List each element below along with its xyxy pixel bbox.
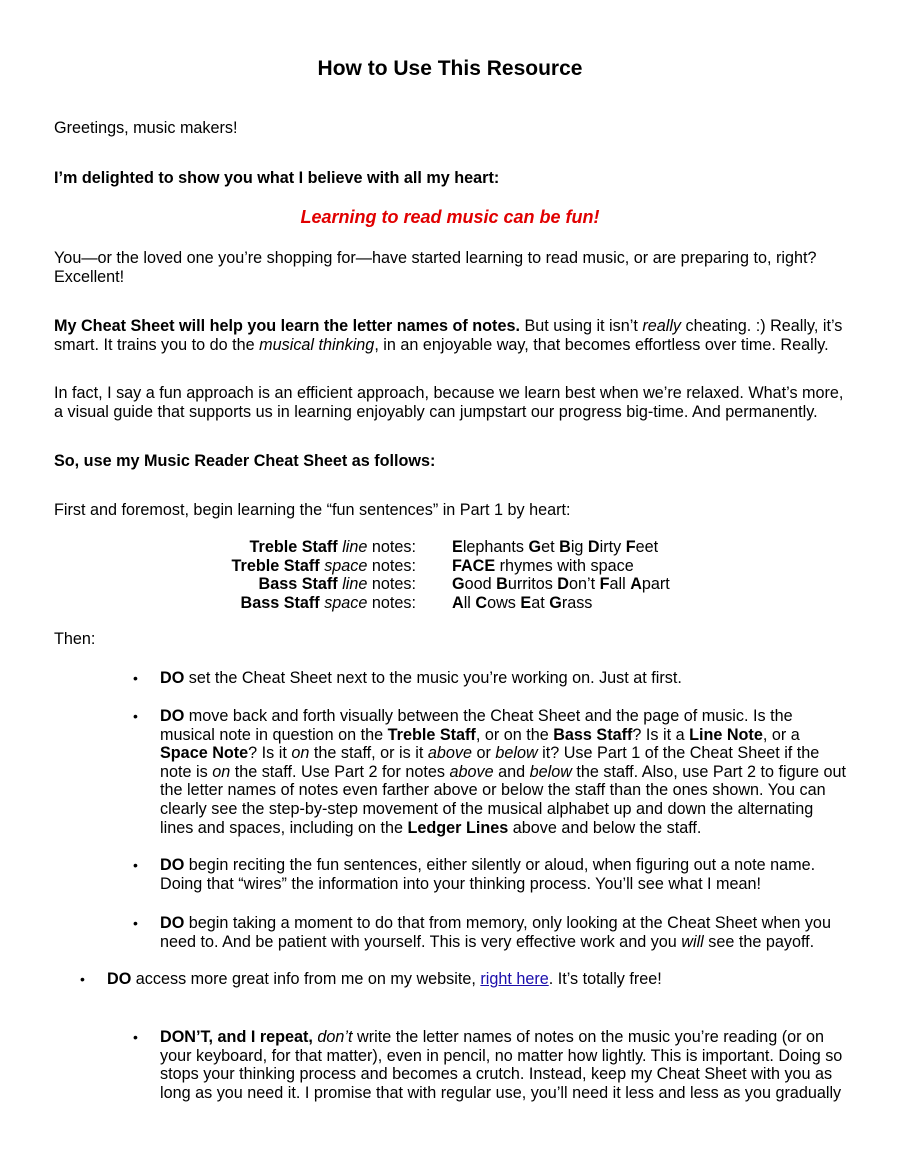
table-row: Treble Staff line notes: Elephants Get Big Dirty Feet [249, 538, 659, 556]
list-item: DON’T, and I repeat, don’t write the letter names of notes on the music you’re reading (or on your keyboard, for that matter), even in pencil, no matter how lightly. This is important. Doing so stops your thinking process and becomes a crutch. Instead, keep my Cheat Sheet with you as long as you need it. I promise that with regular use, you’ll need it less and less as you gradually [160, 1028, 843, 1102]
table-row: Bass Staff space notes: All Cows Eat Grass [240, 593, 593, 612]
fun-approach-paragraph: In fact, I say a fun approach is an efficient approach, because we learn best when we’re relaxed. What’s more, a visual guide that supports us in learning enjoyably can jumpstart our progress big-time. And permanently. [54, 384, 844, 421]
cheat-sheet-paragraph: My Cheat Sheet will help you learn the letter names of notes. But using it isn’t really cheating. :) Really, it’s smart. It trains you to do the musical thinking, in an enjoyable way, that becomes effortless over time. Really. [54, 317, 843, 354]
mnemonic-sentence: Elephants Get Big Dirty Feet [452, 538, 659, 556]
intro-line: Excellent! [54, 267, 125, 286]
intro-paragraph [54, 249, 854, 286]
mnemonic-table [0, 538, 900, 614]
bullet-icon: • [133, 1029, 138, 1045]
mnemonic-sentence: Good Burritos Don’t Fall Apart [452, 575, 670, 594]
bullet-icon: • [133, 670, 138, 686]
bullet-icon: • [133, 915, 138, 931]
mnemonic-sentence: FACE rhymes with space [452, 556, 634, 575]
table-row: Treble Staff space notes: FACE rhymes with space [231, 556, 634, 575]
bullet-icon: • [133, 708, 138, 724]
tagline: Learning to read music can be fun! [300, 207, 600, 227]
greeting: Greetings, music makers! [54, 119, 238, 137]
follows-heading: So, use my Music Reader Cheat Sheet as follows: [54, 452, 436, 470]
bullet-icon: • [80, 971, 85, 987]
cheat-sheet-bold: My Cheat Sheet will help you learn the letter names of notes. [54, 317, 520, 335]
list-item: DO begin taking a moment to do that from memory, only looking at the Cheat Sheet when you need to. And be patient with yourself. This is very effective work and you will see the payoff. [160, 914, 831, 951]
list-item: DO move back and forth visually between the Cheat Sheet and the page of music. Is the musical note in question on the Treble Staff, or on the Bass Staff? Is it a Line Note, or a Space Note? Is it on the staff, or is it above or below it? Use Part 1 of the Cheat Sheet if the note is on the staff. Use Part 2 for notes above and below the staff. Also, use Part 2 to figure out the letter names of notes even farther above or below the staff than the ones shown. You can clearly see the step-by-step movement of the musical alphabet up and down the alternating lines and spaces, including on the Ledger Lines above and below the staff. [160, 707, 847, 837]
list-item: DO access more great info from me on my website, right here. It’s totally free! [107, 970, 662, 988]
table-row: Bass Staff line notes: Good Burritos Don’t Fall Apart [258, 575, 670, 594]
first-paragraph: First and foremost, begin learning the “fun sentences” in Part 1 by heart: [54, 501, 571, 519]
list-item: DO set the Cheat Sheet next to the music you’re working on. Just at first. [160, 669, 682, 687]
page-title: How to Use This Resource [317, 57, 583, 80]
list-item: DO begin reciting the fun sentences, either silently or aloud, when figuring out a note name. Doing that “wires” the information into your thinking process. You’ll see what I mean! [160, 856, 816, 893]
mnemonic-sentence: All Cows Eat Grass [452, 593, 593, 612]
intro-line: You—or the loved one you’re shopping for—have started learning to read music, or are preparing to, right? [54, 249, 817, 267]
delighted-heading: I’m delighted to show you what I believe with all my heart: [54, 169, 500, 187]
website-link[interactable]: right here [480, 970, 549, 988]
bullet-icon: • [133, 857, 138, 873]
then-label: Then: [54, 630, 96, 648]
